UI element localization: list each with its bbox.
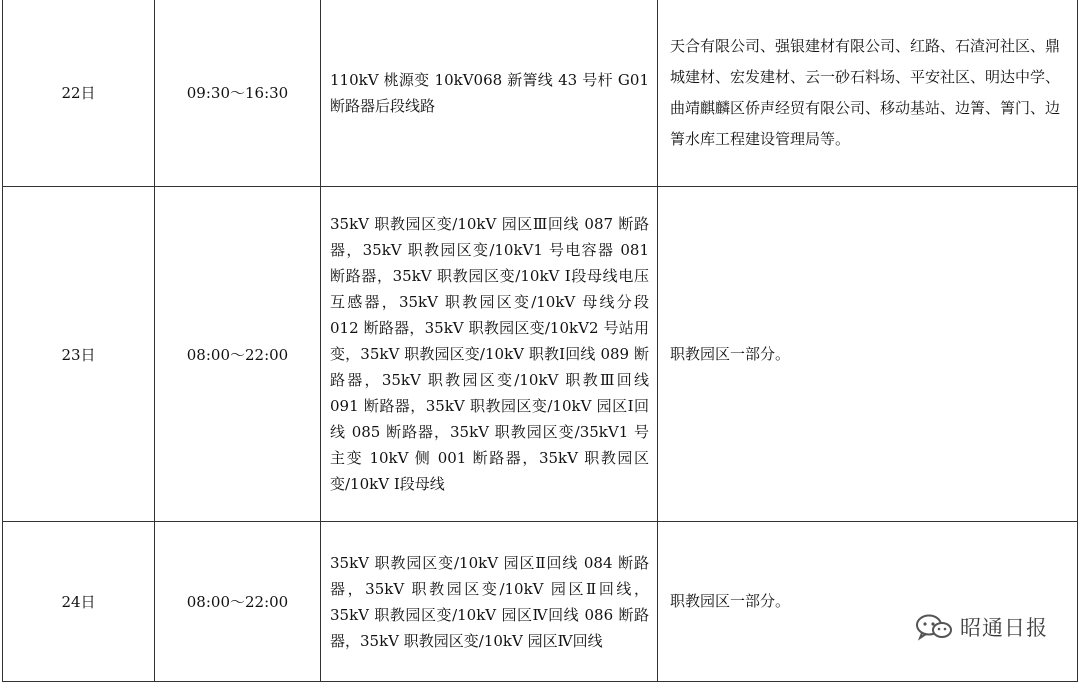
- watermark: [914, 612, 1048, 642]
- time-cell: 08:00～22:00: [155, 522, 321, 682]
- outage-schedule-table: [2, 0, 1078, 682]
- date-cell: 24日: [3, 522, 155, 682]
- table-row: [3, 0, 1078, 187]
- line-cell: 35kV 职教园区变/10kV 园区Ⅲ回线 087 断路器，35kV 职教园区变/10kV1 号电容器 081 断路器，35kV 职教园区变/10kV Ⅰ段母线电压互感器，35kV 职教园区变/10kV 母线分段 012 断路器，35kV 职教园区变/10kV2 号站用变，35kV 职教园区变/10kV 职教Ⅰ回线 089 断路器，35kV 职教园区变/10kV 职教Ⅲ回线 091 断路器，35kV 职教园区变/10kV 园区Ⅰ回线 085 断路器，35kV 职教园区变/35kV1 号主变 10kV 侧 001 断路器，35kV 职教园区变/10kV Ⅰ段母线: [321, 187, 658, 522]
- watermark-text: 昭通日报: [960, 616, 1048, 640]
- table-row: [3, 187, 1078, 522]
- date-cell: 22日: [3, 0, 155, 187]
- area-cell: 职教园区一部分。: [658, 522, 1078, 682]
- time-cell: 09:30～16:30: [155, 0, 321, 187]
- area-cell: 天合有限公司、强银建材有限公司、红路、石渣河社区、鼎城建材、宏发建材、云一砂石料场、平安社区、明达中学、曲靖麒麟区侨声经贸有限公司、移动基站、边箐、箐门、边箐水库工程建设管理局等。: [658, 0, 1078, 187]
- table-row: [3, 522, 1078, 682]
- area-cell: 职教园区一部分。: [658, 187, 1078, 522]
- line-cell: 35kV 职教园区变/10kV 园区Ⅱ回线 084 断路器，35kV 职教园区变/10kV 园区Ⅱ回线，35kV 职教园区变/10kV 园区Ⅳ回线 086 断路器，35kV 职教园区变/10kV 园区Ⅳ回线: [321, 522, 658, 682]
- time-cell: 08:00～22:00: [155, 187, 321, 522]
- date-cell: 23日: [3, 187, 155, 522]
- wechat-icon: [914, 613, 954, 641]
- line-cell: 110kV 桃源变 10kV068 新箐线 43 号杆 G01 断路器后段线路: [321, 0, 658, 187]
